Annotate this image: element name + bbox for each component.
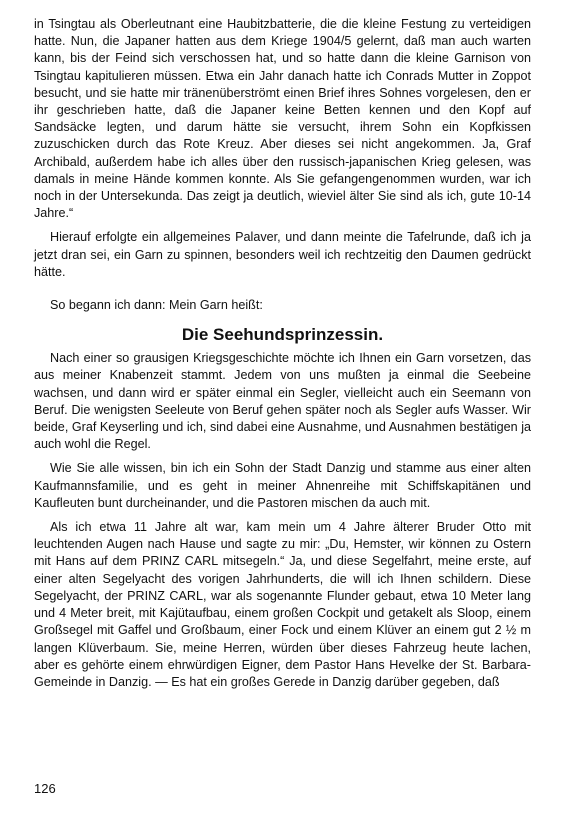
story-title: Die Seehundsprinzessin.: [181, 325, 384, 345]
paragraph: Als ich etwa 11 Jahre alt war, kam mein um 4 Jahre älterer Bruder Otto mit leuchtenden Augen nach Hause und sagte zu mir: „Du, Hemster, wir können zu Ostern mit Hans auf dem PRINZ CARL mitsegeln.“ Ja, und diese Segelfahrt, meine erste, auf einer alten Segelyacht des vorigen Jahrhunderts, die will ich Ihnen schildern. Diese Segelyacht, der PRINZ CARL, war als sogenannte Flunder gebaut, etwa 10 Meter lang und 4 Meter breit, mit Kajütaufbau, einem großen Cockpit und getakelt als Sloop, einem Großsegel mit Gaffel und Großbaum, einer Fock und einem Klüver an einem gut 2 ½ m langen Klüverbaum. Sie, meine Herren, würden über dieses Fahrzeug heute lachen, aber es gehörte einem ehrwürdigen Eigner, dem Pastor Hans Hevelke der St. Barbara-Gemeinde in Danzig. — Es hat ein großes Gerede in Danzig darüber gegeben, daß: [34, 520, 531, 689]
page-number: 126: [34, 781, 56, 796]
paragraph: Wie Sie alle wissen, bin ich ein Sohn der Stadt Danzig und stamme aus einer alten Kaufmannsfamilie, und es geht in meiner Ahnenreihe mit Schiffskapitänen und Kaufleuten bunt durcheinander, und die Pastoren mischen da auch mit.: [34, 461, 531, 510]
paragraph: Nach einer so grausigen Kriegsgeschichte möchte ich Ihnen ein Garn vorsetzen, das aus meiner Knabenzeit stammt. Jedem von uns mußten ja einmal die Seebeine wachsen, und dann wird er später einmal ein Segler, vielleicht auch ein Seemann von Beruf. Die wenigsten Seeleute von Beruf gehen später noch als Segler aufs Wasser. Wir beide, Graf Keyserling und ich, sind dabei eine Ausnahme, und Ausnahmen bestätigen ja auch wohl die Regel.: [34, 351, 531, 452]
paragraph: Hierauf erfolgte ein allgemeines Palaver, und dann meinte die Tafelrunde, daß ich ja jetzt dran sei, ein Garn zu spinnen, besonders weil ich rechtzeitig den Daumen gedrückt hätte.: [34, 230, 531, 279]
paragraph: in Tsingtau als Oberleutnant eine Haubitzbatterie, die die kleine Festung zu verteidigen hatte. Nun, die Japaner hatten aus dem Kriege 1904/5 gelernt, daß man auch warten kann, bis der Feind sich verschossen hat, und so hatte dann die kleine Garnison von Tsingtau kapitulieren müssen. Etwa ein Jahr danach hatte ich Conrads Mutter in Zoppot besucht, und sie hatte mir tränenüberströmt einen Brief ihres Sohnes vorgelesen, den er ihr geschrieben hatte, daß die Japaner keine Betten kennen und den Kopf auf Sandsäcke legten, und darum hätte sie versucht, ihrem Sohn ein Kopfkissen zuzuschicken durch das Rote Kreuz. Aber dieses sei nicht angekommen. Ja, Graf Archibald, außerdem habe ich alles über den russisch-japanischen Krieg gelesen, was damals in meine Hände kommen konnte. Als Sie gefangengenommen wurden, war ich noch in der Untersekunda. Das zeigt ja deutlich, wieviel älter Sie sind als ich, gute 10-14 Jahre.“: [34, 17, 531, 221]
paragraph: So begann ich dann: Mein Garn heißt:: [50, 298, 263, 313]
page-text: [34, 16, 531, 691]
